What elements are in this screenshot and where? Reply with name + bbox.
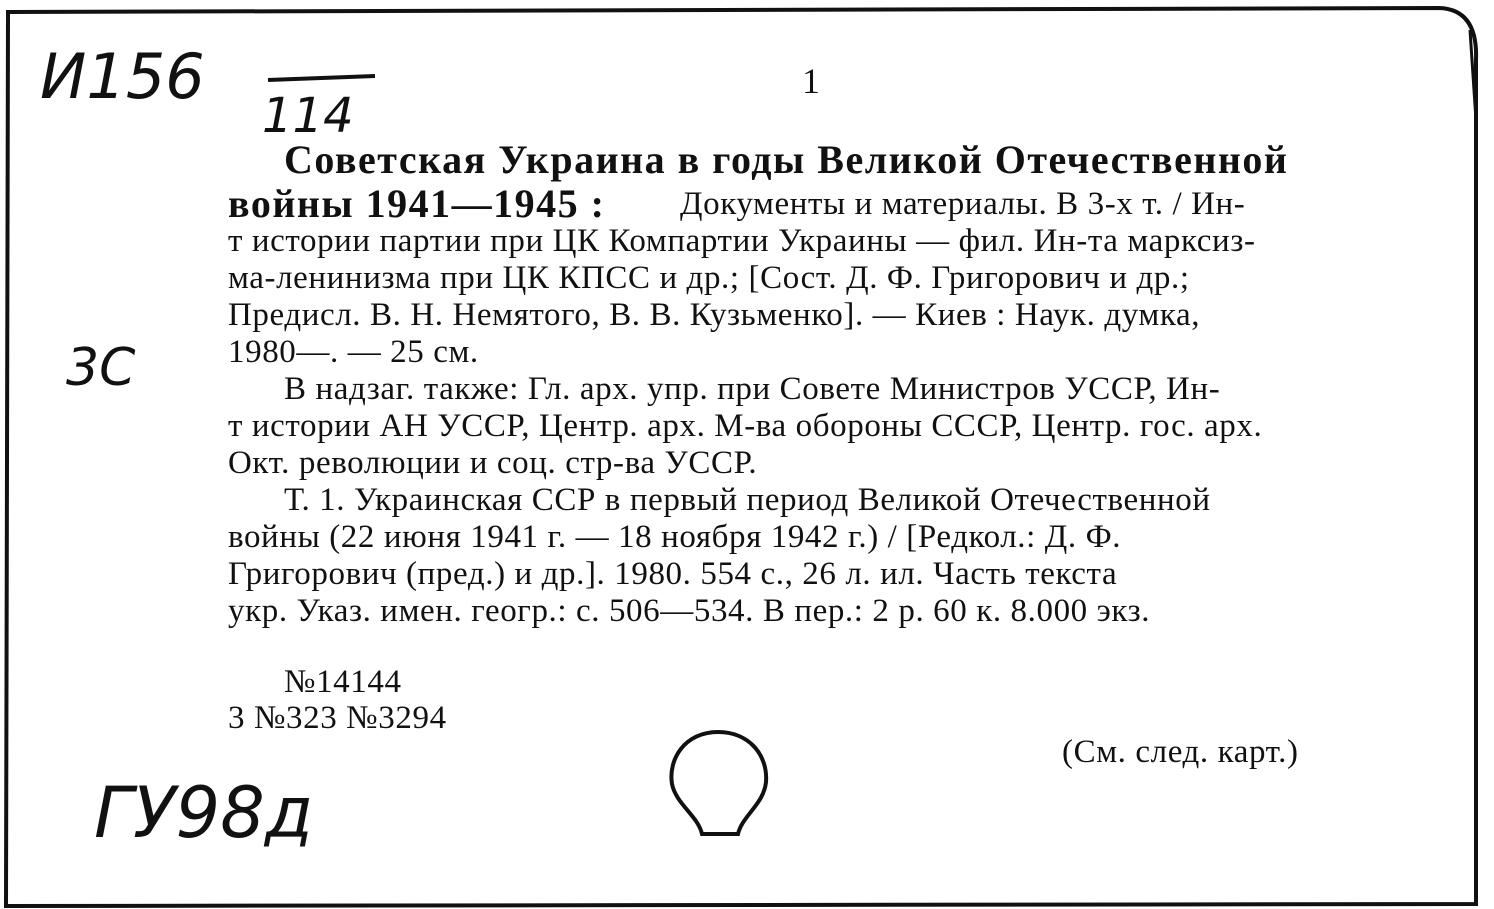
body-line-1: Документы и материалы. В 3-х т. / Ин- xyxy=(680,186,1246,222)
volume-line-1: Т. 1. Украинская ССР в первый период Великой Отечественной xyxy=(284,482,1211,518)
shelfmark-fraction: 114 xyxy=(262,88,354,140)
bottom-mark: ГУ98д xyxy=(94,772,314,854)
title-line-1: Советская Украина в годы Великой Отечественной xyxy=(284,137,1289,182)
note-line-3: Окт. революции и соц. стр-ва УССР. xyxy=(228,445,758,481)
title-line-2: войны 1941—1945 : xyxy=(228,181,606,226)
volume-line-2: войны (22 июня 1941 г. — 18 ноября 1942 г.) / [Редкол.: Д. Ф. xyxy=(228,519,1122,555)
page-number: 1 xyxy=(802,61,820,101)
left-mark: 3С xyxy=(66,338,136,398)
note-line-2: т истории АН УССР, Центр. арх. М-ва обороны СССР, Центр. гос. арх. xyxy=(228,408,1263,444)
volume-line-4: укр. Указ. имен. геогр.: с. 506—534. В пер.: 2 р. 60 к. 8.000 экз. xyxy=(228,593,1151,629)
body-line-2: т истории партии при ЦК Компартии Украины — фил. Ин-та марксиз- xyxy=(228,223,1256,259)
note-line-1: В надзаг. также: Гл. арх. упр. при Совете Министров УССР, Ин- xyxy=(284,371,1221,407)
handwritten-shelfmark xyxy=(30,20,390,140)
body-line-5: 1980—. — 25 см. xyxy=(228,334,479,370)
inventory-number: №14144 xyxy=(284,664,402,700)
volume-line-3: Григорович (пред.) и др.]. 1980. 554 с., 26 л. ил. Часть текста xyxy=(228,556,1118,592)
punch-hole xyxy=(660,724,780,854)
body-line-3: ма-ленинизма при ЦК КПСС и др.; [Сост. Д. Ф. Григорович и др.; xyxy=(228,260,1190,296)
registry-numbers: 3 №323 №3294 xyxy=(228,700,447,736)
body-line-4: Предисл. В. Н. Немятого, В. В. Кузьменко]. — Киев : Наук. думка, xyxy=(228,297,1201,333)
handwritten-left-mark xyxy=(60,325,170,400)
handwritten-bottom-mark xyxy=(88,755,448,875)
continued-note: (См. след. карт.) xyxy=(1062,734,1299,770)
shelfmark-main: И156 xyxy=(40,40,205,113)
